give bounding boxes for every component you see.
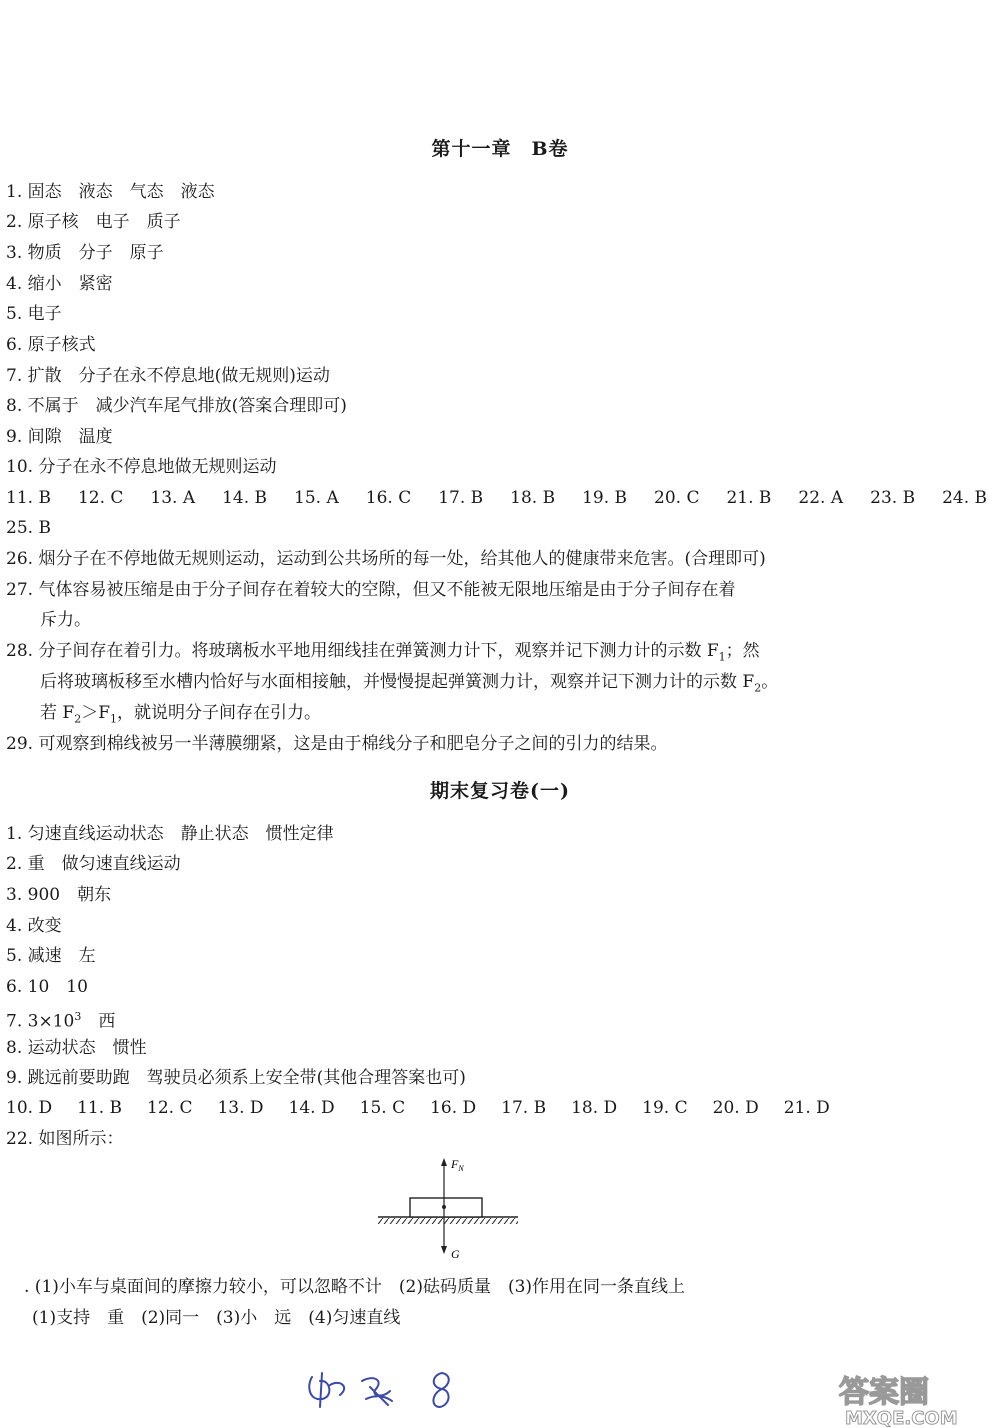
answer-10: 10. 分子在永不停息地做无规则运动 bbox=[6, 457, 277, 477]
review-answer-2: 2. 重 做匀速直线运动 bbox=[6, 854, 181, 874]
answer-28-line3 bbox=[40, 701, 321, 731]
review-answer-9: 9. 跳远前要助跑 驾驶员必须系上安全带(其他合理答案也可) bbox=[6, 1068, 466, 1088]
mcq-answer: 11. B bbox=[77, 1098, 123, 1118]
answer-1: 1. 固态 液态 气态 液态 bbox=[6, 182, 215, 202]
answer-28-line2 bbox=[40, 670, 778, 700]
mcq-answer: 20. D bbox=[712, 1098, 759, 1118]
section-title-chapter-11-b: 第十一章 B卷 bbox=[431, 138, 569, 160]
answer-8: 8. 不属于 减少汽车尾气排放(答案合理即可) bbox=[6, 396, 347, 416]
mcq-answer: 19. C bbox=[642, 1098, 688, 1118]
answer-9: 9. 间隙 温度 bbox=[6, 427, 113, 447]
answer-28-text: 。 bbox=[761, 672, 779, 692]
mcq-answer: 21. B bbox=[726, 488, 772, 508]
mcq-answer: 17. B bbox=[438, 488, 484, 508]
handwritten-signature bbox=[300, 1365, 500, 1413]
answer-27-line2: 斥力。 bbox=[40, 610, 91, 630]
normal-force-label: $F_N$ bbox=[451, 1157, 464, 1173]
watermark-title: 答案圈 bbox=[839, 1375, 929, 1410]
superscript: 3 bbox=[74, 1010, 82, 1023]
answer-29: 29. 可观察到棉线被另一半薄膜绷紧，这是由于棉线分子和肥皂分子之间的引力的结果。 bbox=[6, 734, 668, 754]
review-answer-4: 4. 改变 bbox=[6, 916, 62, 936]
mcq-answer: 16. C bbox=[365, 488, 412, 508]
center-of-mass-dot bbox=[442, 1205, 446, 1209]
mcq-answer: 13. A bbox=[150, 488, 196, 508]
answer-5: 5. 电子 bbox=[6, 304, 62, 324]
handwriting-text: 物 8 bbox=[300, 1365, 302, 1366]
mcq-answer: 12. C bbox=[147, 1098, 193, 1118]
answer-28-line1 bbox=[6, 639, 760, 669]
review-answer-22: 22. 如图所示： bbox=[6, 1129, 124, 1149]
review-answer-24: (1)支持 重 (2)同一 (3)小 远 (4)匀速直线 bbox=[32, 1308, 401, 1328]
ground-hatching bbox=[378, 1218, 518, 1224]
mcq-answer: 14. B bbox=[222, 488, 268, 508]
mcq-answer: 11. B bbox=[6, 488, 51, 508]
mcq-answer: 10. D bbox=[6, 1098, 53, 1118]
answer-28-text: ＞F bbox=[81, 703, 110, 723]
mcq-answer: 20. C bbox=[654, 488, 700, 508]
mcq-answer: 15. C bbox=[359, 1098, 406, 1118]
review-answer-6: 6. 10 10 bbox=[6, 977, 88, 997]
subscript: 1 bbox=[110, 712, 117, 726]
answer-28-text: ；然 bbox=[725, 641, 760, 661]
review-mcq-answers-row bbox=[6, 1096, 830, 1120]
answer-28-text: 28. 分子间存在着引力。将玻璃板水平地用细线挂在弹簧测力计下，观察并记下测力计的示数 F bbox=[6, 641, 719, 661]
block bbox=[410, 1198, 482, 1217]
watermark-url: MXQE.COM bbox=[845, 1408, 958, 1428]
review-answer-7-text: 7. 3×10 bbox=[6, 1011, 75, 1032]
mcq-answer: 22. A bbox=[798, 488, 844, 508]
force-diagram bbox=[370, 1155, 530, 1265]
mcq-answer: 12. C bbox=[77, 488, 124, 508]
mcq-answer: 19. B bbox=[582, 488, 628, 508]
subscript: 2 bbox=[74, 712, 82, 726]
answer-4: 4. 缩小 紧密 bbox=[6, 274, 113, 294]
section-title-final-review-1: 期末复习卷(一) bbox=[430, 780, 570, 802]
mcq-answers-row bbox=[6, 486, 987, 510]
mcq-answer: 24. B bbox=[942, 488, 988, 508]
review-answer-8: 8. 运动状态 惯性 bbox=[6, 1038, 147, 1058]
mcq-answer: 18. D bbox=[571, 1098, 618, 1118]
subscript: 2 bbox=[754, 681, 762, 695]
mcq-answer: 17. B bbox=[501, 1098, 547, 1118]
gravity-label: G bbox=[451, 1247, 460, 1261]
mcq-answer: 18. B bbox=[510, 488, 556, 508]
review-answer-7 bbox=[6, 1005, 115, 1034]
answer-28-text: ，就说明分子间存在引力。 bbox=[117, 703, 321, 723]
mcq-answer: 13. D bbox=[217, 1098, 264, 1118]
answer-27-line1: 27. 气体容易被压缩是由于分子间存在着较大的空隙，但又不能被无限地压缩是由于分子间存在着 bbox=[6, 580, 736, 600]
review-answer-5: 5. 减速 左 bbox=[6, 946, 96, 966]
review-answer-7-text: 西 bbox=[81, 1011, 116, 1032]
review-answer-1: 1. 匀速直线运动状态 静止状态 惯性定律 bbox=[6, 824, 334, 844]
subscript: 1 bbox=[718, 650, 726, 664]
review-answer-3: 3. 900 朝东 bbox=[6, 885, 112, 905]
mcq-answer: 15. A bbox=[294, 488, 339, 508]
answer-28-text: 后将玻璃板移至水槽内恰好与水面相接触，并慢慢提起弹簧测力计，观察并记下测力计的示数 F bbox=[40, 672, 755, 692]
mcq-answer: 21. D bbox=[783, 1098, 830, 1118]
answer-26: 26. 烟分子在不停地做无规则运动，运动到公共场所的每一处，给其他人的健康带来危害。(合理即可) bbox=[6, 549, 766, 569]
answer-25: 25. B bbox=[6, 518, 51, 538]
mcq-answer: 14. D bbox=[288, 1098, 335, 1118]
answer-2: 2. 原子核 电子 质子 bbox=[6, 212, 181, 232]
answer-28-text: 若 F bbox=[40, 703, 75, 723]
review-answer-23: . (1)小车与桌面间的摩擦力较小，可以忽略不计 (2)砝码质量 (3)作用在同一条直线上 bbox=[24, 1277, 686, 1297]
gravity-arrowhead bbox=[441, 1246, 447, 1254]
mcq-answer: 23. B bbox=[870, 488, 916, 508]
answer-6: 6. 原子核式 bbox=[6, 335, 96, 355]
answer-3: 3. 物质 分子 原子 bbox=[6, 243, 164, 263]
normal-force-arrowhead bbox=[441, 1158, 447, 1166]
mcq-answer: 16. D bbox=[430, 1098, 477, 1118]
watermark-logo bbox=[835, 1372, 995, 1428]
answer-7: 7. 扩散 分子在永不停息地(做无规则)运动 bbox=[6, 366, 330, 386]
